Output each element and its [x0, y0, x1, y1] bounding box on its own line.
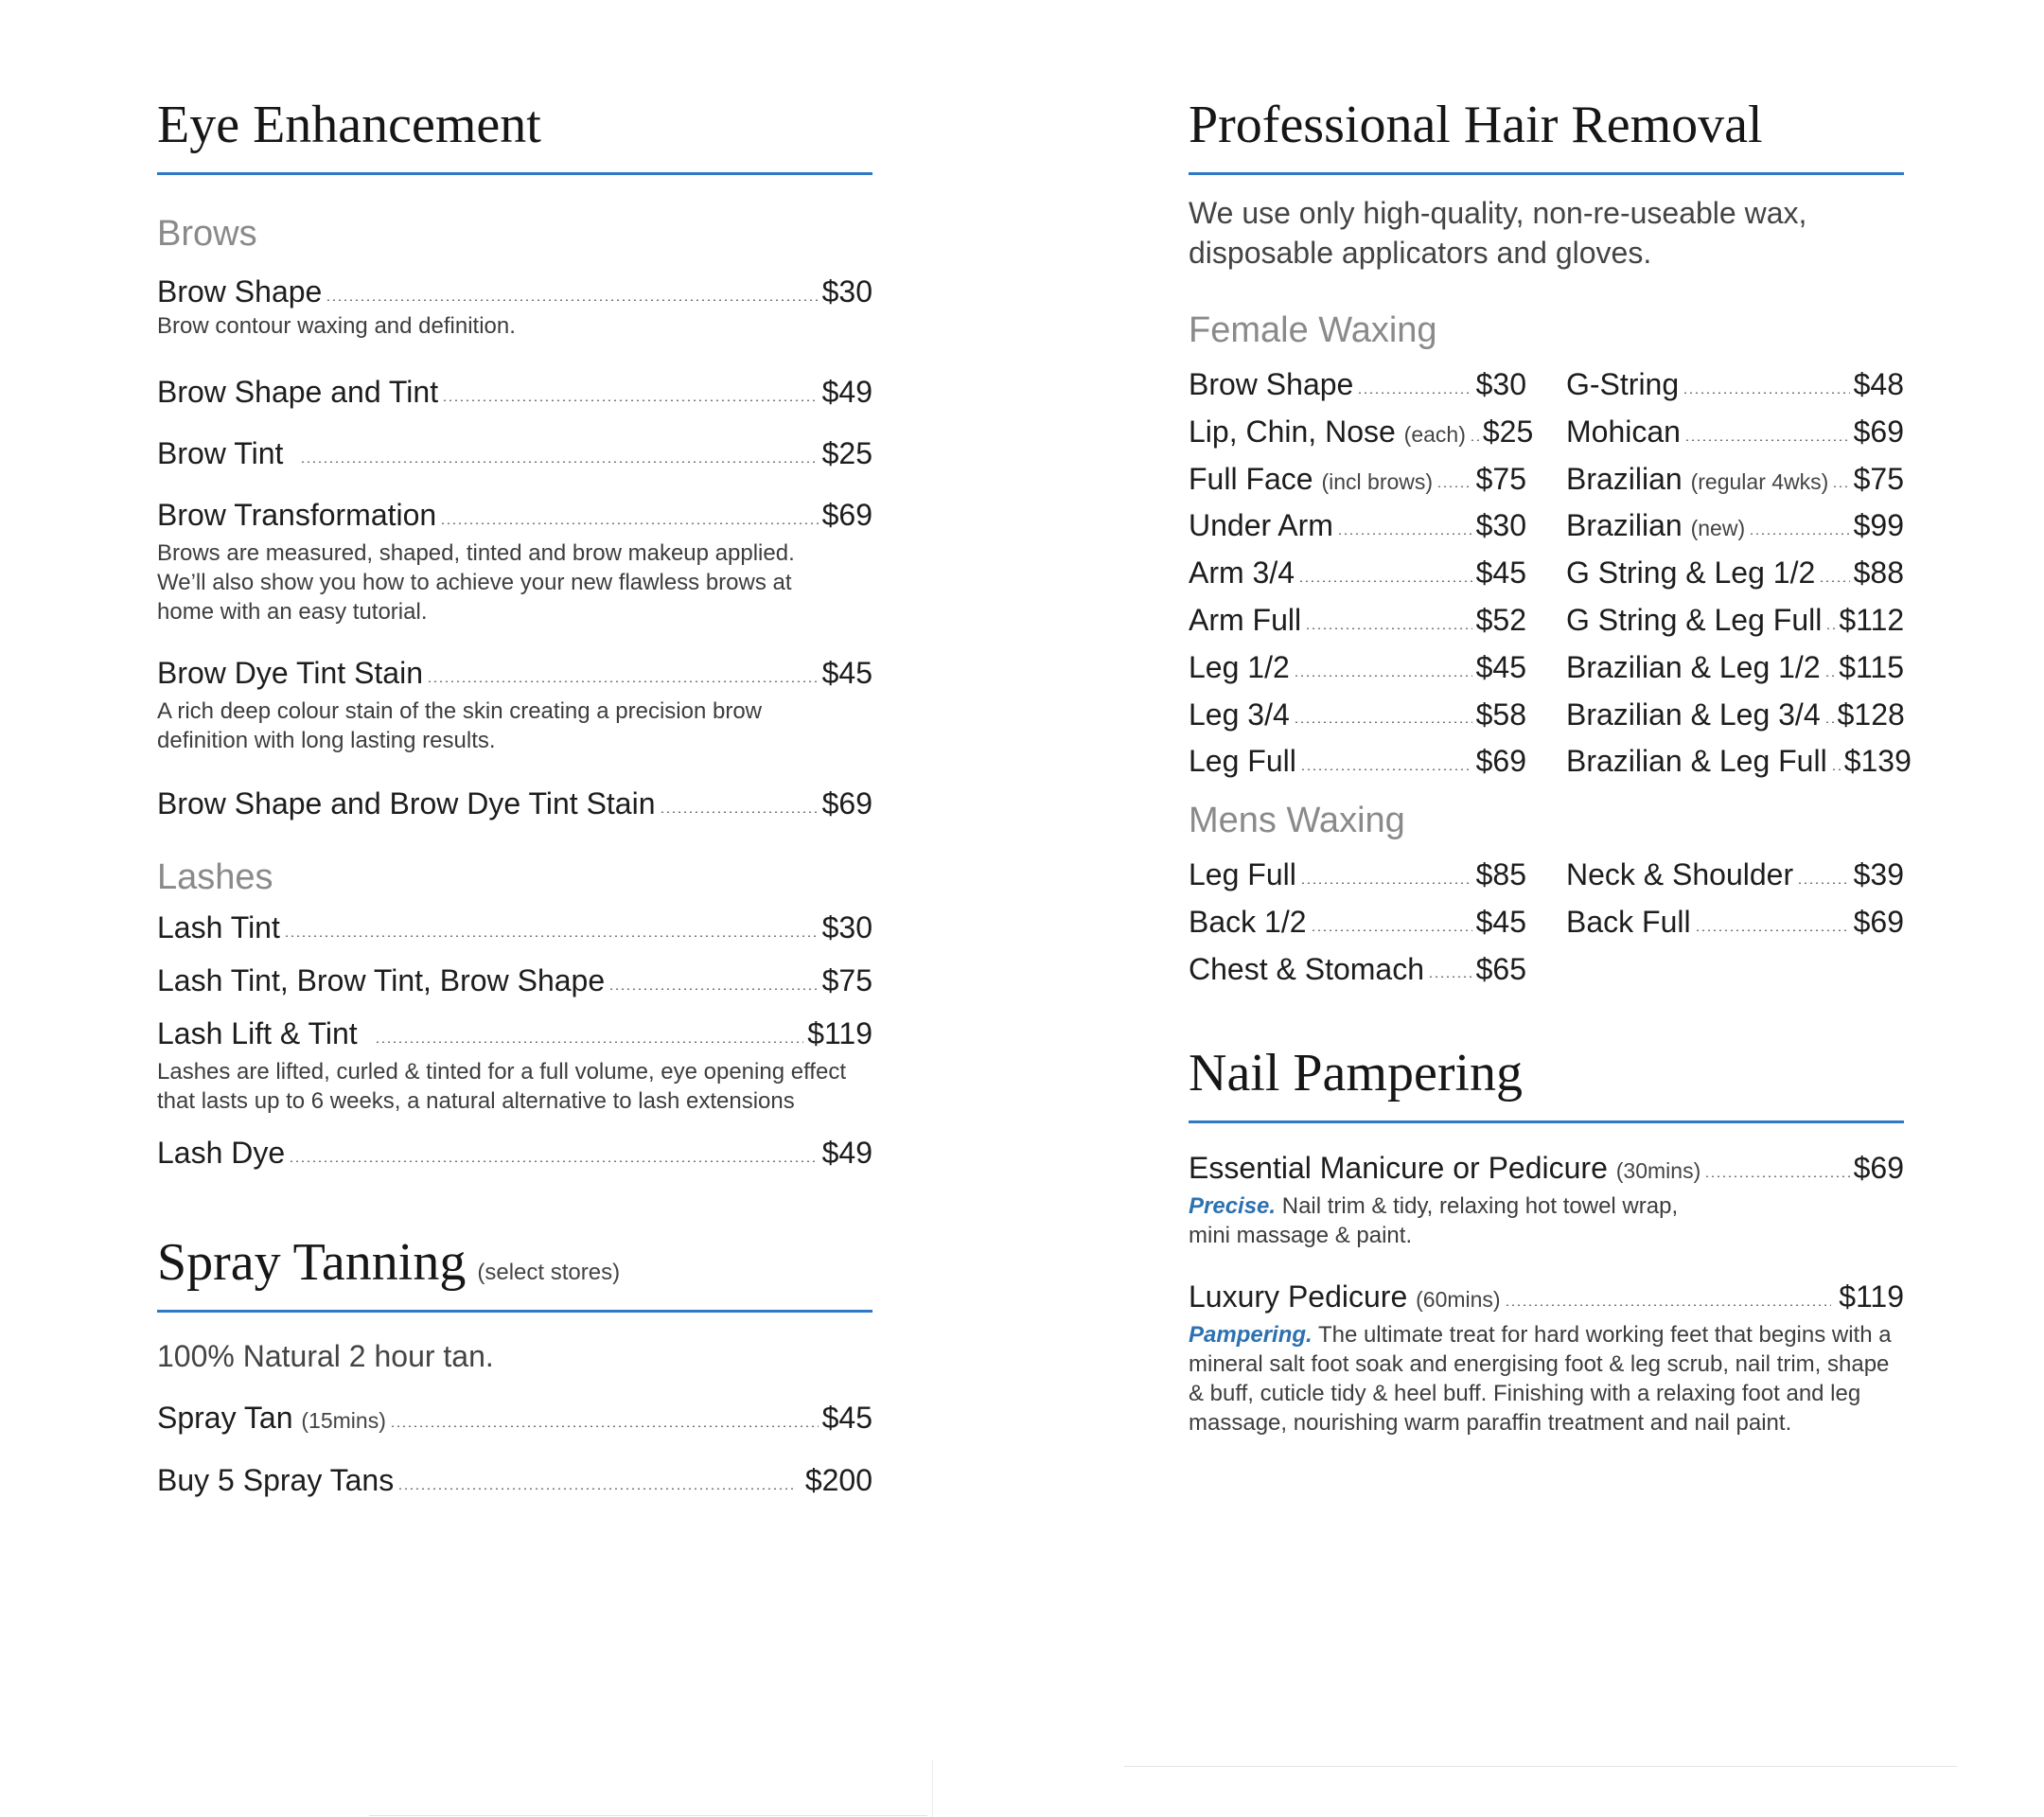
- item-price: $99: [1853, 508, 1904, 543]
- leader-dots: [1294, 721, 1472, 723]
- luxury-pedicure-item: [1189, 1279, 1904, 1438]
- item-price: $119: [807, 1016, 872, 1050]
- buy-5-spray-tans-item: [157, 1463, 872, 1498]
- item-price: $65: [1475, 951, 1526, 986]
- item-name: [1189, 1151, 1700, 1186]
- item-price: $25: [821, 436, 872, 470]
- leader-dots: [1797, 882, 1849, 884]
- hair-removal-section: [1189, 98, 1904, 175]
- price-row: [1189, 462, 1526, 497]
- description-lead: Precise.: [1189, 1192, 1277, 1219]
- item-name-text: Essential Manicure or Pedicure: [1189, 1151, 1608, 1185]
- item-name: Leg 3/4: [1189, 697, 1290, 732]
- item-note: (each): [1403, 421, 1466, 447]
- item-name: Arm Full: [1189, 602, 1302, 637]
- item-name: Lash Lift & Tint: [157, 1016, 358, 1050]
- item-price: $48: [1853, 367, 1904, 401]
- spray-tanning-title: [157, 1233, 872, 1292]
- price-row: [1566, 857, 1904, 892]
- item-price: $45: [1475, 904, 1526, 939]
- page-fold-line: [932, 1760, 933, 1817]
- item-price: $30: [821, 910, 872, 944]
- leader-dots: [1683, 392, 1849, 394]
- item-note: (new): [1690, 516, 1746, 541]
- leader-dots: [1300, 882, 1472, 884]
- brow-transformation-item: [157, 498, 872, 626]
- item-price: $69: [821, 786, 872, 820]
- female-waxing-grid: [1189, 367, 1912, 791]
- item-duration: (15mins): [301, 1408, 386, 1433]
- leader-dots: [1695, 929, 1850, 931]
- price-row: [1189, 857, 1526, 892]
- item-name: Neck & Shoulder: [1566, 857, 1794, 891]
- item-description: Brow contour waxing and definition.: [157, 312, 516, 339]
- item-price: $30: [821, 274, 872, 309]
- item-price: $128: [1837, 697, 1905, 732]
- leader-dots: [1832, 485, 1849, 487]
- item-price: $49: [821, 1136, 872, 1170]
- price-row: [1189, 367, 1526, 402]
- nail-pampering-section: [1189, 1044, 1904, 1123]
- price-row: [1189, 697, 1526, 732]
- leader-dots: [608, 988, 818, 990]
- item-name: Leg 1/2: [1189, 649, 1290, 684]
- item-name: Leg Full: [1189, 857, 1296, 891]
- item-price: $30: [1475, 367, 1526, 401]
- item-name: [1189, 1279, 1501, 1314]
- item-description: [1189, 1191, 1681, 1250]
- leader-dots: [326, 299, 818, 301]
- item-name-text: Luxury Pedicure: [1189, 1279, 1408, 1314]
- brow-tint-item: [157, 436, 872, 471]
- item-price: $112: [1839, 602, 1905, 637]
- item-price: $69: [1475, 744, 1526, 779]
- leader-dots: [442, 399, 819, 401]
- brow-shape-item: [157, 274, 872, 341]
- leader-dots: [1305, 627, 1472, 629]
- bottom-guide-line: [1124, 1766, 1957, 1767]
- leader-dots: [1428, 976, 1472, 978]
- item-price: $119: [1839, 1279, 1904, 1314]
- item-price: $25: [1482, 414, 1534, 449]
- bottom-edge-line: [369, 1815, 927, 1816]
- item-price: $45: [1475, 556, 1526, 591]
- leader-dots: [1819, 580, 1849, 582]
- item-name: [1189, 462, 1433, 497]
- price-row: [1566, 603, 1904, 638]
- spray-intro: 100% Natural 2 hour tan.: [157, 1339, 494, 1373]
- item-price: $75: [1853, 461, 1904, 496]
- female-waxing-left-list: [1189, 367, 1534, 791]
- section-divider: [157, 1310, 872, 1313]
- leader-dots: [440, 522, 818, 524]
- item-name-text: Spray Tan: [157, 1401, 293, 1435]
- leader-dots: [1824, 675, 1836, 677]
- eye-enhancement-title: Eye Enhancement: [157, 96, 541, 154]
- leader-dots: [390, 1425, 819, 1427]
- leader-dots: [284, 935, 819, 937]
- price-row: [1189, 650, 1526, 685]
- item-description: [1189, 1320, 1904, 1438]
- item-name-text: Brazilian: [1566, 461, 1683, 496]
- item-note: (incl brows): [1321, 468, 1434, 494]
- item-name: Lash Dye: [157, 1136, 286, 1170]
- leader-dots: [1684, 439, 1850, 441]
- description-text: The ultimate treat for hard working feet that begins with a mineral salt foot soak and energising foot & leg scrub, nail trim, shape & buff, cuticle tidy & heel buff. Finishing with a relaxing foot and leg massage, nourishing warm paraffin treatment and nail paint.: [1189, 1321, 1892, 1436]
- leader-dots: [1311, 929, 1472, 931]
- leader-dots: [1704, 1175, 1849, 1177]
- price-row: [1189, 508, 1526, 543]
- price-row: [1189, 414, 1534, 450]
- item-name: [157, 1401, 386, 1436]
- spray-title-note: (select stores): [477, 1260, 621, 1285]
- item-name: Brazilian & Leg 1/2: [1566, 649, 1821, 684]
- lash-lift-tint-item: [157, 1016, 872, 1116]
- eye-enhancement-section: [157, 98, 872, 175]
- item-price: $69: [1853, 904, 1904, 939]
- price-row: [1566, 905, 1904, 940]
- price-row: [1189, 744, 1526, 779]
- essential-mani-pedi-item: [1189, 1151, 1904, 1250]
- spray-title-text: Spray Tanning: [157, 1233, 467, 1292]
- item-name: G-String: [1566, 367, 1680, 401]
- item-price: $139: [1843, 744, 1912, 779]
- price-row: [1566, 744, 1912, 779]
- price-row: [1566, 462, 1904, 497]
- item-price: $75: [1475, 461, 1526, 496]
- leader-dots: [289, 1160, 818, 1162]
- item-price: $69: [1853, 1151, 1904, 1185]
- leader-dots: [1825, 627, 1835, 629]
- item-name: Brow Shape: [157, 274, 323, 309]
- leader-dots: [1436, 485, 1472, 487]
- brow-shape-tint-item: [157, 375, 872, 410]
- price-row: [1566, 697, 1904, 732]
- item-price: $85: [1475, 857, 1526, 891]
- leader-dots: [1824, 721, 1834, 723]
- item-name: Mohican: [1566, 414, 1681, 449]
- item-price: $45: [1475, 649, 1526, 684]
- leader-dots: [1337, 533, 1472, 535]
- section-divider: [1189, 1120, 1904, 1123]
- leader-dots: [1294, 675, 1472, 677]
- item-name: Brow Shape and Brow Dye Tint Stain: [157, 786, 656, 820]
- leader-dots: [1298, 580, 1472, 582]
- hair-removal-intro: We use only high-quality, non-re-useable wax, disposable applicators and gloves.: [1189, 196, 1807, 270]
- price-row: [1566, 415, 1904, 450]
- item-name: Chest & Stomach: [1189, 951, 1424, 986]
- item-name: G String & Leg 1/2: [1566, 556, 1816, 591]
- leader-dots: [1831, 768, 1841, 770]
- leader-dots: [1505, 1304, 1832, 1306]
- item-name: Brow Dye Tint Stain: [157, 656, 423, 690]
- item-duration: (30mins): [1615, 1158, 1701, 1183]
- mens-waxing-right-list: [1566, 857, 1904, 998]
- item-price: $200: [804, 1463, 872, 1497]
- description-lead: Pampering.: [1189, 1321, 1313, 1348]
- item-name: Buy 5 Spray Tans: [157, 1463, 395, 1497]
- item-name: [1566, 508, 1745, 543]
- mens-waxing-grid: [1189, 857, 1904, 998]
- leader-dots: [1749, 533, 1849, 535]
- lash-tint-item: [157, 910, 872, 945]
- female-waxing-heading: Female Waxing: [1189, 310, 1437, 350]
- item-name: Brow Shape: [1189, 367, 1354, 401]
- item-name: Arm 3/4: [1189, 556, 1295, 591]
- leader-dots: [300, 461, 818, 463]
- item-description: A rich deep colour stain of the skin creating a precision brow definition with long lasting results.: [157, 697, 763, 753]
- item-price: $30: [1475, 508, 1526, 543]
- spray-tanning-section: [157, 1233, 872, 1313]
- item-duration: (60mins): [1416, 1287, 1501, 1312]
- item-name: [1566, 462, 1828, 497]
- item-price: $49: [821, 375, 872, 409]
- mens-waxing-left-list: [1189, 857, 1526, 998]
- leader-dots: [375, 1041, 804, 1043]
- leader-dots: [427, 680, 819, 682]
- leader-dots: [1470, 439, 1479, 441]
- section-divider: [157, 172, 872, 175]
- item-name: G String & Leg Full: [1566, 602, 1823, 637]
- item-name: Lash Tint, Brow Tint, Brow Shape: [157, 963, 606, 997]
- item-name: Back 1/2: [1189, 904, 1307, 939]
- female-waxing-right-list: [1566, 367, 1912, 791]
- price-row: [1189, 952, 1526, 987]
- price-row: [1566, 367, 1904, 402]
- item-price: $39: [1853, 857, 1904, 891]
- item-description: Lashes are lifted, curled & tinted for a full volume, eye opening effect that lasts up to 6 weeks, a natural alternative to lash extensions: [157, 1058, 846, 1114]
- item-price: $45: [821, 1401, 872, 1435]
- lashes-heading: Lashes: [157, 857, 273, 897]
- leader-dots: [1300, 768, 1472, 770]
- item-name: Lash Tint: [157, 910, 280, 944]
- item-price: $75: [821, 963, 872, 997]
- nail-pampering-title: Nail Pampering: [1189, 1044, 1524, 1103]
- item-name: Brazilian & Leg Full: [1566, 744, 1827, 779]
- hair-removal-title: Professional Hair Removal: [1189, 96, 1763, 154]
- item-name: Under Arm: [1189, 508, 1333, 543]
- spray-tan-item: [157, 1401, 872, 1436]
- price-row: [1566, 556, 1904, 591]
- item-name: Brazilian & Leg 3/4: [1566, 697, 1821, 732]
- brow-dye-tint-stain-item: [157, 656, 872, 755]
- item-name: Leg Full: [1189, 744, 1296, 779]
- item-description: Brows are measured, shaped, tinted and brow makeup applied. We’ll also show you how to achieve your new flawless brows at home with an easy tutorial.: [157, 539, 795, 625]
- item-price: $69: [1853, 414, 1904, 449]
- price-row: [1566, 508, 1904, 543]
- item-name: Brow Transformation: [157, 498, 437, 532]
- item-name: Brow Tint: [157, 436, 284, 470]
- item-price: $69: [821, 498, 872, 532]
- item-name: Back Full: [1566, 904, 1691, 939]
- item-note: (regular 4wks): [1690, 468, 1829, 494]
- item-price: $115: [1839, 649, 1904, 684]
- item-price: $52: [1475, 602, 1526, 637]
- mens-waxing-heading: Mens Waxing: [1189, 801, 1405, 840]
- item-name-text: Full Face: [1189, 461, 1313, 496]
- item-price: $58: [1475, 697, 1526, 732]
- leader-dots: [397, 1488, 796, 1490]
- item-price: $88: [1853, 556, 1904, 591]
- price-row: [1189, 905, 1526, 940]
- brows-heading: Brows: [157, 214, 257, 254]
- section-divider: [1189, 172, 1904, 175]
- leader-dots: [1357, 392, 1471, 394]
- item-name: Brow Shape and Tint: [157, 375, 439, 409]
- item-price: $45: [821, 656, 872, 690]
- brow-shape-dye-stain-item: [157, 786, 872, 821]
- description-text: Nail trim & tidy, relaxing hot towel wrap, mini massage & paint.: [1189, 1192, 1679, 1248]
- price-row: [1566, 650, 1904, 685]
- price-row: [1189, 603, 1526, 638]
- lash-dye-item: [157, 1136, 872, 1171]
- item-name-text: Brazilian: [1566, 508, 1683, 543]
- leader-dots: [660, 811, 819, 813]
- item-name: [1189, 415, 1466, 450]
- lash-brow-combo-item: [157, 963, 872, 998]
- item-name-text: Lip, Chin, Nose: [1189, 414, 1396, 449]
- price-row: [1189, 556, 1526, 591]
